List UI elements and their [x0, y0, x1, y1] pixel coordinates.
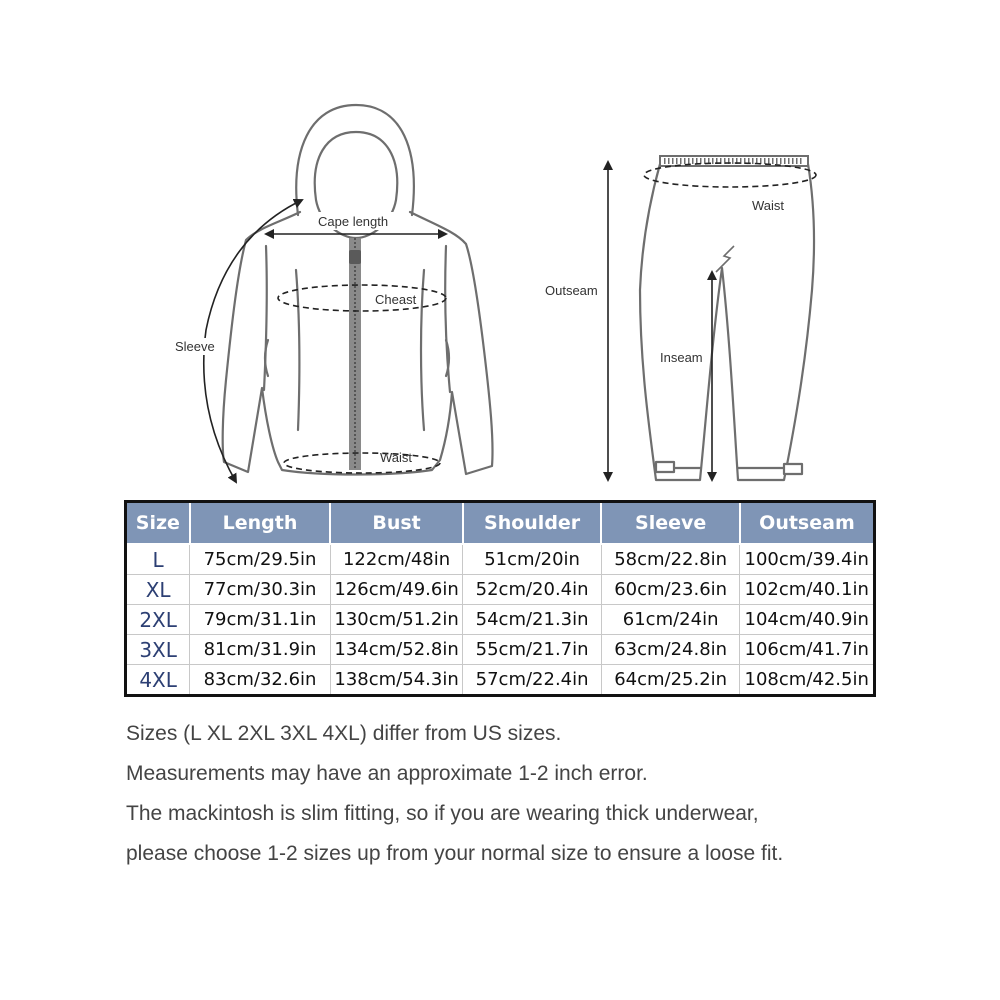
- shoulder-cell: 55cm/21.7in: [463, 635, 602, 665]
- pants-right-tab: [784, 464, 802, 474]
- crotch-mark: [716, 246, 734, 272]
- outseam-label: Outseam: [545, 283, 598, 298]
- table-header-row: [126, 502, 875, 545]
- bust-cell: 130cm/51.2in: [330, 605, 463, 635]
- outseam-cell: 108cm/42.5in: [740, 665, 875, 696]
- jacket-measurements: [204, 200, 446, 482]
- bust-cell: 138cm/54.3in: [330, 665, 463, 696]
- sleeve-cell: 60cm/23.6in: [601, 575, 740, 605]
- sleeve-label: Sleeve: [175, 339, 215, 354]
- header-shoulder: Shoulder: [463, 502, 602, 545]
- shoulder-cell: 57cm/22.4in: [463, 665, 602, 696]
- size-cell: L: [126, 544, 190, 575]
- pants-left-tab: [656, 462, 674, 472]
- table-row: [126, 575, 875, 605]
- table-row: [126, 544, 875, 575]
- size-cell: 2XL: [126, 605, 190, 635]
- header-sleeve: Sleeve: [601, 502, 740, 545]
- length-cell: 77cm/30.3in: [190, 575, 331, 605]
- bust-cell: 134cm/52.8in: [330, 635, 463, 665]
- jacket-right-pocket: [421, 270, 424, 430]
- jacket-left-pocket: [296, 270, 299, 430]
- outseam-cell: 100cm/39.4in: [740, 544, 875, 575]
- chest-label: Cheast: [375, 292, 417, 307]
- note-line: Sizes (L XL 2XL 3XL 4XL) differ from US sizes.: [126, 722, 562, 745]
- size-cell: XL: [126, 575, 190, 605]
- header-size: Size: [126, 502, 190, 545]
- header-outseam: Outseam: [740, 502, 875, 545]
- jacket-zipper: [349, 238, 361, 470]
- size-notes: [126, 718, 946, 878]
- jacket-waist-ellipse: [284, 453, 440, 473]
- table-row: [126, 665, 875, 696]
- size-chart-table: [124, 500, 876, 697]
- length-cell: 75cm/29.5in: [190, 544, 331, 575]
- pants-outline: [640, 164, 814, 480]
- inseam-label: Inseam: [660, 350, 703, 365]
- length-cell: 83cm/32.6in: [190, 665, 331, 696]
- table-row: [126, 605, 875, 635]
- shoulder-cell: 52cm/20.4in: [463, 575, 602, 605]
- sleeve-cell: 58cm/22.8in: [601, 544, 740, 575]
- jacket-waist-label: Waist: [380, 450, 413, 465]
- bust-cell: 126cm/49.6in: [330, 575, 463, 605]
- pants-waistband: [660, 156, 808, 166]
- outseam-cell: 104cm/40.9in: [740, 605, 875, 635]
- header-bust: Bust: [330, 502, 463, 545]
- shoulder-cell: 54cm/21.3in: [463, 605, 602, 635]
- length-cell: 79cm/31.1in: [190, 605, 331, 635]
- sleeve-cell: 63cm/24.8in: [601, 635, 740, 665]
- outseam-cell: 102cm/40.1in: [740, 575, 875, 605]
- cape-length-label: Cape length: [318, 214, 389, 229]
- shoulder-cell: 51cm/20in: [463, 544, 602, 575]
- length-cell: 81cm/31.9in: [190, 635, 331, 665]
- size-cell: 3XL: [126, 635, 190, 665]
- outseam-cell: 106cm/41.7in: [740, 635, 875, 665]
- note-line: The mackintosh is slim fitting, so if you are wearing thick underwear,: [126, 802, 759, 825]
- note-line: Measurements may have an approximate 1-2 inch error.: [126, 762, 648, 785]
- bust-cell: 122cm/48in: [330, 544, 463, 575]
- size-cell: 4XL: [126, 665, 190, 696]
- note-line: please choose 1-2 sizes up from your normal size to ensure a loose fit.: [126, 842, 784, 865]
- pants-measurements: [608, 162, 816, 480]
- table-row: [126, 635, 875, 665]
- pants-illustration: [640, 164, 814, 480]
- header-length: Length: [190, 502, 331, 545]
- sleeve-cell: 64cm/25.2in: [601, 665, 740, 696]
- pants-waist-label: Waist: [752, 198, 785, 213]
- sleeve-cell: 61cm/24in: [601, 605, 740, 635]
